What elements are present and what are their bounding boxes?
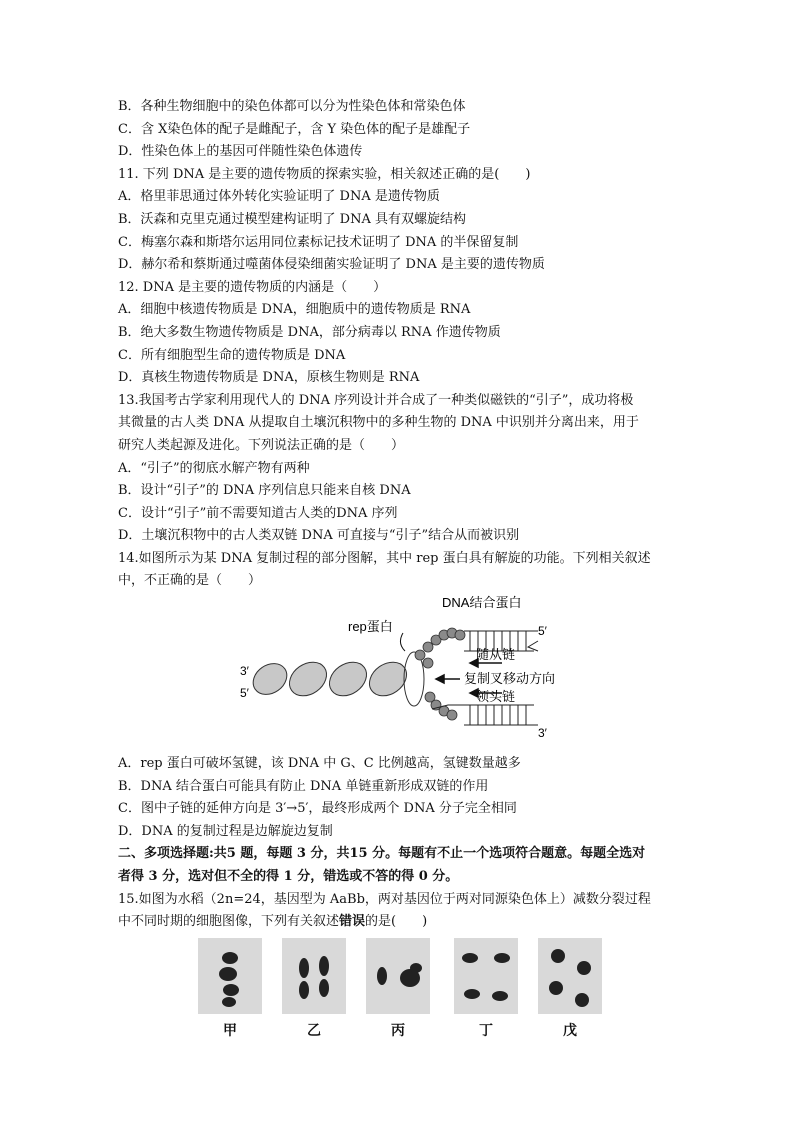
- option-a-q12: A．细胞中核遗传物质是 DNA，细胞质中的遗传物质是 RNA: [118, 302, 471, 318]
- cell-image-5: [538, 938, 602, 1014]
- label-lagging-strand: 随从链: [476, 647, 516, 663]
- question-15-emphasis: 错误: [339, 914, 366, 930]
- cell-label-2: 乙: [307, 1022, 321, 1039]
- option-a-q11: A．格里菲思通过体外转化实验证明了 DNA 是遗传物质: [118, 189, 440, 205]
- question-12: 12. DNA 是主要的遗传物质的内涵是（ ）: [118, 279, 387, 295]
- label-3prime-bottom: 3′: [538, 726, 547, 741]
- label-fork-direction: 复制叉移动方向: [464, 671, 556, 687]
- cell-label-4: 丁: [479, 1022, 493, 1039]
- label-leading-strand: 领头链: [476, 689, 516, 705]
- option-c-q11: C．梅塞尔森和斯塔尔运用同位素标记技术证明了 DNA 的半保留复制: [118, 234, 519, 250]
- question-15-text: 中不同时期的细胞图像，下列有关叙述: [118, 914, 340, 930]
- question-15-tail: 的是( ): [365, 914, 428, 930]
- binding-proteins: [415, 628, 465, 720]
- option-b-q10: B．各种生物细胞中的染色体都可以分为性染色体和常染色体: [118, 99, 466, 114]
- question-15-line1: 15.如图为水稻（2n=24，基因型为 AaBb，两对基因位于两对同源染色体上）减数分裂过程: [118, 891, 651, 907]
- double-helix: [247, 652, 424, 706]
- cell-label-3: 丙: [391, 1022, 405, 1039]
- option-d-q14: D．DNA 的复制过程是边解旋边复制: [118, 823, 333, 839]
- option-c-q10: C．含 X染色体的配子是雌配子，含 Y 染色体的配子是雄配子: [118, 121, 471, 137]
- question-14-line1: 14.如图所示为某 DNA 复制过程的部分图解，其中 rep 蛋白具有解旋的功能。下列相关叙述: [118, 550, 651, 566]
- option-a-q13: A．“引子”的彻底水解产物有两种: [118, 460, 310, 476]
- cell-image-4: [454, 938, 518, 1014]
- question-15-line2: [118, 911, 678, 934]
- option-d-q10: D．性染色体上的基因可伴随性染色体遗传: [118, 144, 363, 160]
- label-rep-protein: rep蛋白: [348, 619, 393, 635]
- question-11: 11. 下列 DNA 是主要的遗传物质的探索实验，相关叙述正确的是( ): [118, 166, 531, 182]
- question-13-line2: 其微量的古人类 DNA 从提取自土壤沉积物中的多种生物的 DNA 中识别并分离出来，用于: [118, 415, 639, 431]
- dna-replication-diagram: [238, 593, 558, 753]
- option-c-q14: C．图中子链的延伸方向是 3′→5′，最终形成两个 DNA 分子完全相同: [118, 801, 517, 817]
- exam-page: [118, 96, 678, 1046]
- option-b-q14: B．DNA 结合蛋白可能具有防止 DNA 单链重新形成双链的作用: [118, 778, 489, 794]
- section-heading-line1: 二、多项选择题:共5 题，每题 3 分，共15 分。每题有不止一个选项符合题意。每题全选对: [118, 846, 646, 862]
- option-b-q11: B．沃森和克里克通过模型建构证明了 DNA 具有双螺旋结构: [118, 211, 467, 227]
- question-14-line2: 中，不正确的是（ ）: [118, 573, 262, 589]
- label-5prime-left: 5′: [240, 686, 249, 701]
- question-block-top: [118, 96, 678, 593]
- question-13-line3: 研究人类起源及进化。下列说法正确的是（ ）: [118, 437, 405, 453]
- meiosis-cell-figure: [118, 938, 678, 1046]
- rep-pointer: [400, 633, 405, 651]
- option-b-q13: B．设计“引子”的 DNA 序列信息只能来自核 DNA: [118, 483, 411, 499]
- label-5prime-top: 5′: [538, 624, 547, 639]
- option-d-q11: D．赫尔希和蔡斯通过噬菌体侵染细菌实验证明了 DNA 是主要的遗传物质: [118, 257, 545, 273]
- label-binding-protein: DNA结合蛋白: [442, 595, 522, 611]
- question-block-mid: [118, 753, 678, 934]
- label-3prime-left: 3′: [240, 664, 249, 679]
- cell-label-1: 甲: [223, 1022, 237, 1039]
- cell-image-3: [366, 938, 430, 1014]
- option-c-q12: C．所有细胞型生命的遗传物质是 DNA: [118, 347, 346, 363]
- cell-image-2: [282, 938, 346, 1014]
- option-d-q13: D．土壤沉积物中的古人类双链 DNA 可直接与“引子”结合从而被识别: [118, 528, 520, 544]
- dna-replication-figure: [118, 593, 678, 753]
- option-d-q12: D．真核生物遗传物质是 DNA，原核生物则是 RNA: [118, 370, 420, 386]
- cell-image-1: [198, 938, 262, 1014]
- option-c-q13: C．设计“引子”前不需要知道古人类的DNA 序列: [118, 505, 398, 521]
- section-heading-line2: 者得 3 分，选对但不全的得 1 分，错选或不答的得 0 分。: [118, 869, 459, 885]
- option-b-q12: B．绝大多数生物遗传物质是 DNA，部分病毒以 RNA 作遗传物质: [118, 324, 501, 340]
- option-a-q14: A．rep 蛋白可破坏氢键，该 DNA 中 G、C 比例越高，氢键数量越多: [118, 756, 521, 772]
- question-13-line1: 13.我国考古学家利用现代人的 DNA 序列设计并合成了一种类似磁铁的“引子”，成功将极: [118, 392, 634, 408]
- cell-label-5: 戊: [563, 1022, 577, 1039]
